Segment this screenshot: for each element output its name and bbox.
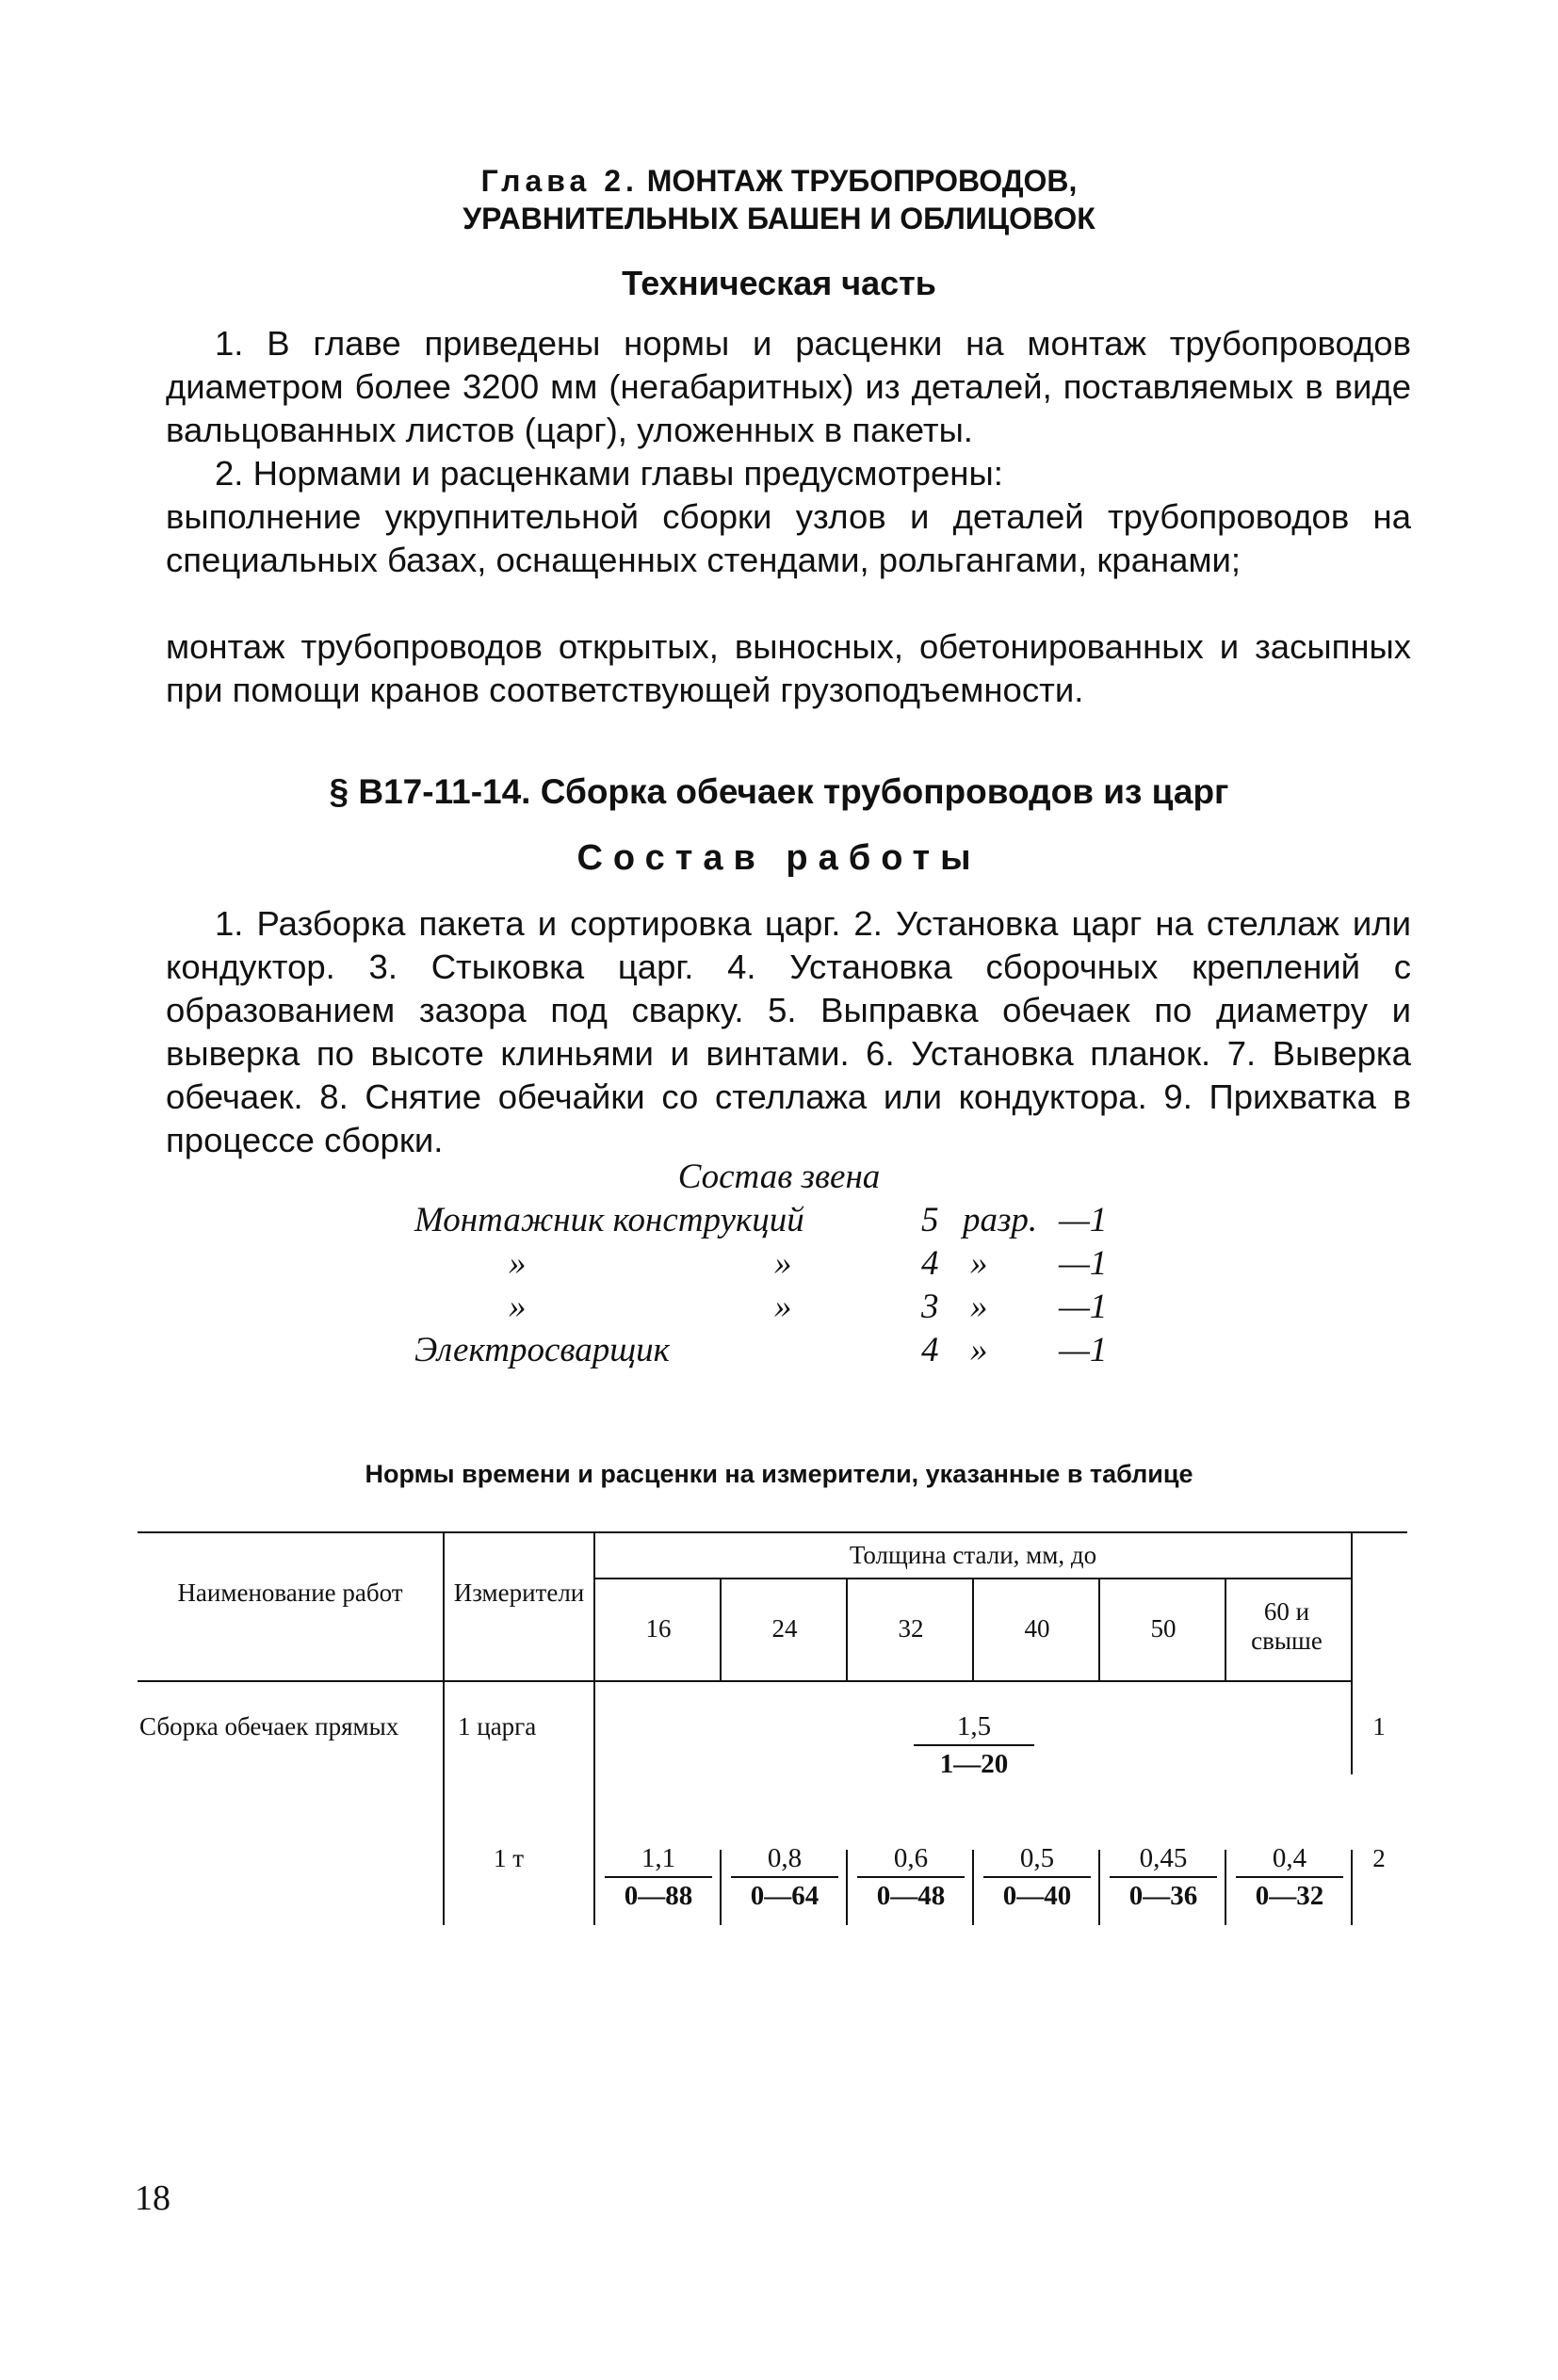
crew-count: —1: [1059, 1331, 1108, 1369]
header-col-16: 16: [645, 1614, 672, 1643]
table-rule-vertical: [1351, 1850, 1353, 1925]
fraction-bar: [914, 1744, 1034, 1746]
chapter-title-line2: УРАВНИТЕЛЬНЫХ БАШЕН И ОБЛИЦОВОК: [463, 202, 1095, 235]
crew-repeat: »: [774, 1244, 792, 1283]
paragraph-4: монтаж трубопроводов открытых, выносных, обетонированных и засыпных при помощи кранов соответствующей грузоподъемности.: [166, 627, 1411, 709]
table-rule-vertical: [1351, 1531, 1353, 1774]
table-rule-vertical: [1225, 1850, 1226, 1925]
crew-unit: »: [970, 1244, 988, 1283]
row2-price: 0—32: [1255, 1881, 1324, 1911]
table-rule-vertical: [720, 1850, 722, 1925]
row1-work: Сборка обечаек прямых: [139, 1712, 399, 1740]
table-rule-header: [138, 1680, 1351, 1682]
table-rule-vertical: [593, 1531, 595, 1925]
table-caption: Нормы времени и расценки на измерители, указанные в таблице: [365, 1460, 1193, 1488]
paragraph-2: 2. Нормами и расценками главы предусмотрены:: [215, 454, 1003, 493]
row2-price: 0—48: [876, 1881, 946, 1911]
fraction-bar: [605, 1876, 712, 1878]
crew-title: Состав звена: [677, 1158, 881, 1196]
fraction-bar: [983, 1876, 1091, 1878]
row2-norm: 0,6: [893, 1843, 929, 1873]
crew-name: »: [509, 1287, 527, 1326]
row2-norm: 0,8: [767, 1843, 803, 1873]
row2-cell-24: [723, 1842, 846, 1912]
row2-cell-16: [597, 1842, 720, 1912]
row2-cell-40: [976, 1842, 1098, 1912]
header-col-24: 24: [771, 1614, 798, 1643]
table-rule-vertical: [1098, 1578, 1100, 1680]
header-thickness: Толщина стали, мм, до: [849, 1541, 1097, 1569]
fraction-bar: [1110, 1876, 1217, 1878]
crew-name: Электросварщик: [414, 1331, 670, 1369]
technical-part-title: Техническая часть: [622, 264, 936, 302]
chapter-title-line1: МОНТАЖ ТРУБОПРОВОДОВ,: [646, 164, 1078, 198]
chapter-label: Глава 2.: [480, 164, 639, 198]
crew-count: —1: [1059, 1201, 1108, 1239]
row1-norm: 1,5: [956, 1711, 992, 1741]
row2-price: 0—40: [1002, 1881, 1072, 1911]
row1-merged-fraction: [906, 1710, 1042, 1780]
row2-index: 2: [1372, 1844, 1386, 1872]
table-rule-vertical: [972, 1578, 974, 1680]
section-title: § В17-11-14. Сборка обечаек трубопроводов из царг: [329, 772, 1229, 811]
crew-unit: разр.: [963, 1201, 1038, 1239]
row1-index: 1: [1372, 1712, 1386, 1740]
crew-grade: 5: [921, 1201, 939, 1239]
table-rule-vertical: [443, 1531, 445, 1925]
row2-cell-50: [1102, 1842, 1225, 1912]
fraction-bar: [1236, 1876, 1343, 1878]
crew-name: »: [509, 1244, 527, 1283]
row2-norm: 0,45: [1139, 1843, 1188, 1873]
table-rule-vertical: [1098, 1850, 1100, 1925]
crew-grade: 4: [921, 1244, 939, 1283]
row2-norm: 0,5: [1019, 1843, 1055, 1873]
header-col-50: 50: [1150, 1614, 1177, 1643]
table-rule-top: [138, 1531, 1407, 1533]
header-unit: Измерители: [453, 1579, 585, 1607]
table-rule-vertical: [846, 1850, 848, 1925]
work-composition-text: 1. Разборка пакета и сортировка царг. 2. Установка царг на стеллаж или кондуктор. 3. Стыковка царг. 4. Установка сборочных креплений с образованием зазора под сварку. 5. Выправка обечаек по диаметру и выверка по высоте клиньями и винтами. 6. Установка планок. 7. Выверка обечаек. 8. Снятие обечайки со стеллажа или кондуктора. 9. Прихватка в процессе сборки.: [166, 904, 1411, 1159]
row2-price: 0—36: [1128, 1881, 1198, 1911]
row2-cell-32: [850, 1842, 972, 1912]
header-col-32: 32: [898, 1614, 924, 1643]
row2-cell-60-plus: [1228, 1842, 1351, 1912]
row2-norm: 0,4: [1272, 1843, 1307, 1873]
table-rule-vertical: [972, 1850, 974, 1925]
row2-norm: 1,1: [641, 1843, 676, 1873]
crew-count: —1: [1059, 1287, 1108, 1326]
row1-unit: 1 царга: [458, 1712, 537, 1740]
table-rule-vertical: [1225, 1578, 1226, 1680]
crew-unit: »: [970, 1287, 988, 1326]
row2-unit: 1 т: [494, 1844, 525, 1872]
page-number: 18: [135, 2178, 170, 2218]
crew-count: —1: [1059, 1244, 1108, 1283]
header-work: Наименование работ: [177, 1579, 403, 1607]
crew-unit: »: [970, 1331, 988, 1369]
crew-grade: 4: [921, 1331, 939, 1369]
fraction-bar: [731, 1876, 838, 1878]
table-rule-vertical: [720, 1578, 722, 1680]
fraction-bar: [857, 1876, 965, 1878]
paragraph-1: 1. В главе приведены нормы и расценки на монтаж трубопроводов диаметром более 3200 мм (негабаритных) из деталей, поставляемых в виде вальцованных листов (царг), уложенных в пакеты.: [166, 324, 1411, 449]
row2-price: 0—64: [750, 1881, 820, 1911]
paragraph-3: выполнение укрупнительной сборки узлов и деталей трубопроводов на специальных базах, оснащенных стендами, рольгангами, кранами;: [166, 497, 1411, 579]
crew-repeat: »: [774, 1287, 792, 1326]
header-col-60-plus: 60 и свыше: [1251, 1597, 1323, 1655]
row1-price: 1—20: [939, 1749, 1009, 1779]
header-col-40: 40: [1024, 1614, 1050, 1643]
table-rule-vertical: [846, 1578, 848, 1680]
work-composition-title: Состав работы: [576, 838, 982, 878]
crew-grade: 3: [921, 1287, 939, 1326]
crew-name: Монтажник конструкций: [414, 1201, 804, 1239]
row2-price: 0—88: [624, 1881, 693, 1911]
